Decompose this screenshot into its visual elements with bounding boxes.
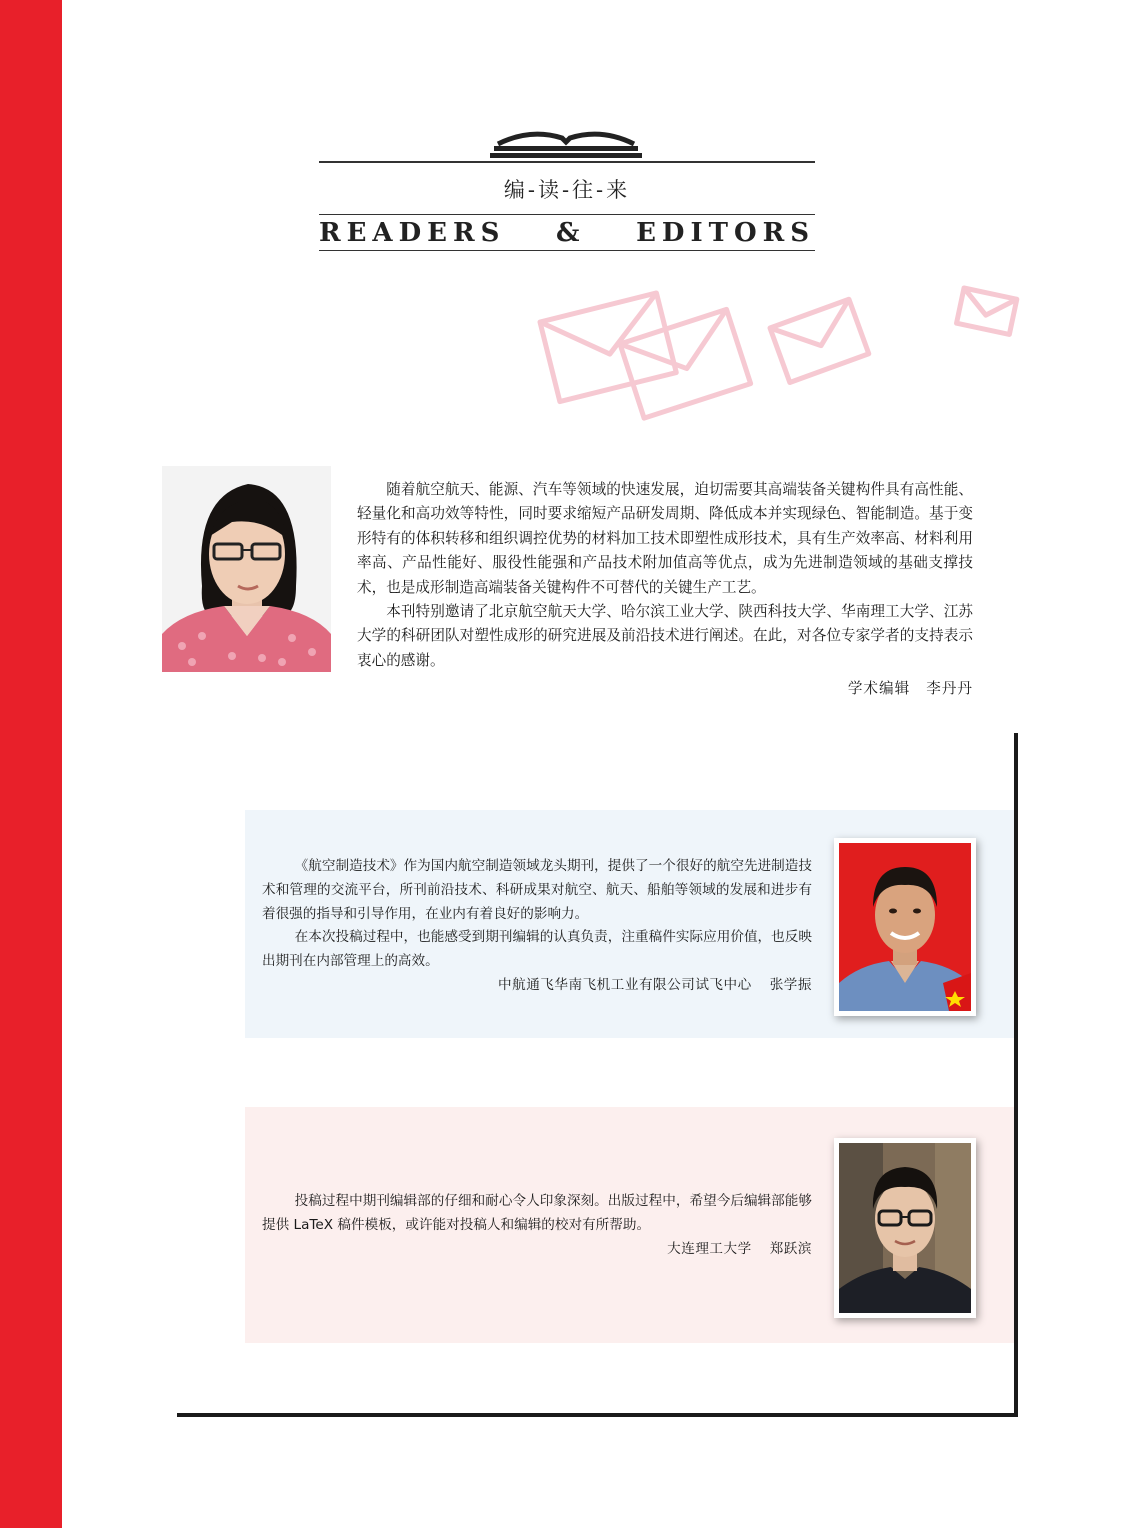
letter-paragraph: 《航空制造技术》作为国内航空制造领域龙头期刊，提供了一个很好的航空先进制造技术和管理的交流平台，所刊前沿技术、科研成果对航空、航天、船舶等领域的发展和进步有着很强的指导和引导作用，在业内有着良好的影响力。	[262, 858, 812, 922]
letter-signature	[262, 974, 812, 998]
letter-paragraph: 投稿过程中期刊编辑部的仔细和耐心令人印象深刻。出版过程中，希望今后编辑部能够提供 LaTeX 稿件模板，或许能对投稿人和编辑的校对有所帮助。	[262, 1193, 812, 1233]
editor-role: 学术编辑	[847, 680, 911, 698]
reader-letter-text	[262, 855, 812, 998]
frame-line-right	[1014, 733, 1018, 1417]
letter-paragraph: 在本次投稿过程中，也能感受到期刊编辑的认真负责，注重稿件实际应用价值，也反映出期刊在内部管理上的高效。	[262, 929, 812, 970]
letter-affiliation: 大连理工大学	[667, 1240, 752, 1257]
reader-portrait-photo	[834, 1138, 976, 1318]
envelope-icon	[620, 309, 751, 418]
envelope-icon	[770, 299, 869, 382]
letter-author-name: 张学振	[769, 976, 812, 993]
envelope-icons	[530, 282, 1030, 452]
editor-note-paragraph: 随着航空航天、能源、汽车等领域的快速发展，迫切需要其高端装备关键构件具有高性能、轻量化和高功效等特性，同时要求缩短产品研发周期、降低成本并实现绿色、智能制造。基于变形特有的体积转移和组织调控优势的材料加工技术即塑性成形技术，具有生产效率高、材料利用率高、产品性能好、服役性能强和产品技术附加值高等优点，成为先进制造领域的基础支撑技术，也是成形制造高端装备关键构件不可替代的关键生产工艺。	[357, 481, 973, 596]
envelope-icon	[957, 288, 1017, 334]
reader-letter-text	[262, 1190, 812, 1261]
letter-signature	[262, 1238, 812, 1262]
header-rule-top	[319, 161, 815, 163]
header-rule-middle	[319, 214, 815, 215]
editor-signature	[357, 677, 973, 701]
editor-note	[357, 478, 973, 702]
letter-affiliation: 中航通飞华南飞机工业有限公司试飞中心	[498, 976, 752, 993]
header-rule-bottom	[319, 250, 815, 251]
section-title-english: READERS & EDITORS	[319, 218, 815, 248]
open-book-icon	[490, 124, 642, 160]
editor-portrait-photo	[162, 466, 331, 672]
editor-note-paragraph: 本刊特别邀请了北京航空航天大学、哈尔滨工业大学、陕西科技大学、华南理工大学、江苏大学的科研团队对塑性成形的研究进展及前沿技术进行阐述。在此，对各位专家学者的支持表示衷心的感谢。	[357, 603, 973, 669]
envelope-icon	[540, 293, 676, 402]
reader-portrait-photo	[834, 838, 976, 1016]
editor-name: 李丹丹	[926, 680, 973, 698]
section-title-chinese: 编-读-往-来	[503, 178, 631, 202]
left-accent-bar	[0, 0, 62, 1528]
letter-author-name: 郑跃滨	[769, 1240, 812, 1257]
frame-line-bottom	[177, 1413, 1018, 1417]
